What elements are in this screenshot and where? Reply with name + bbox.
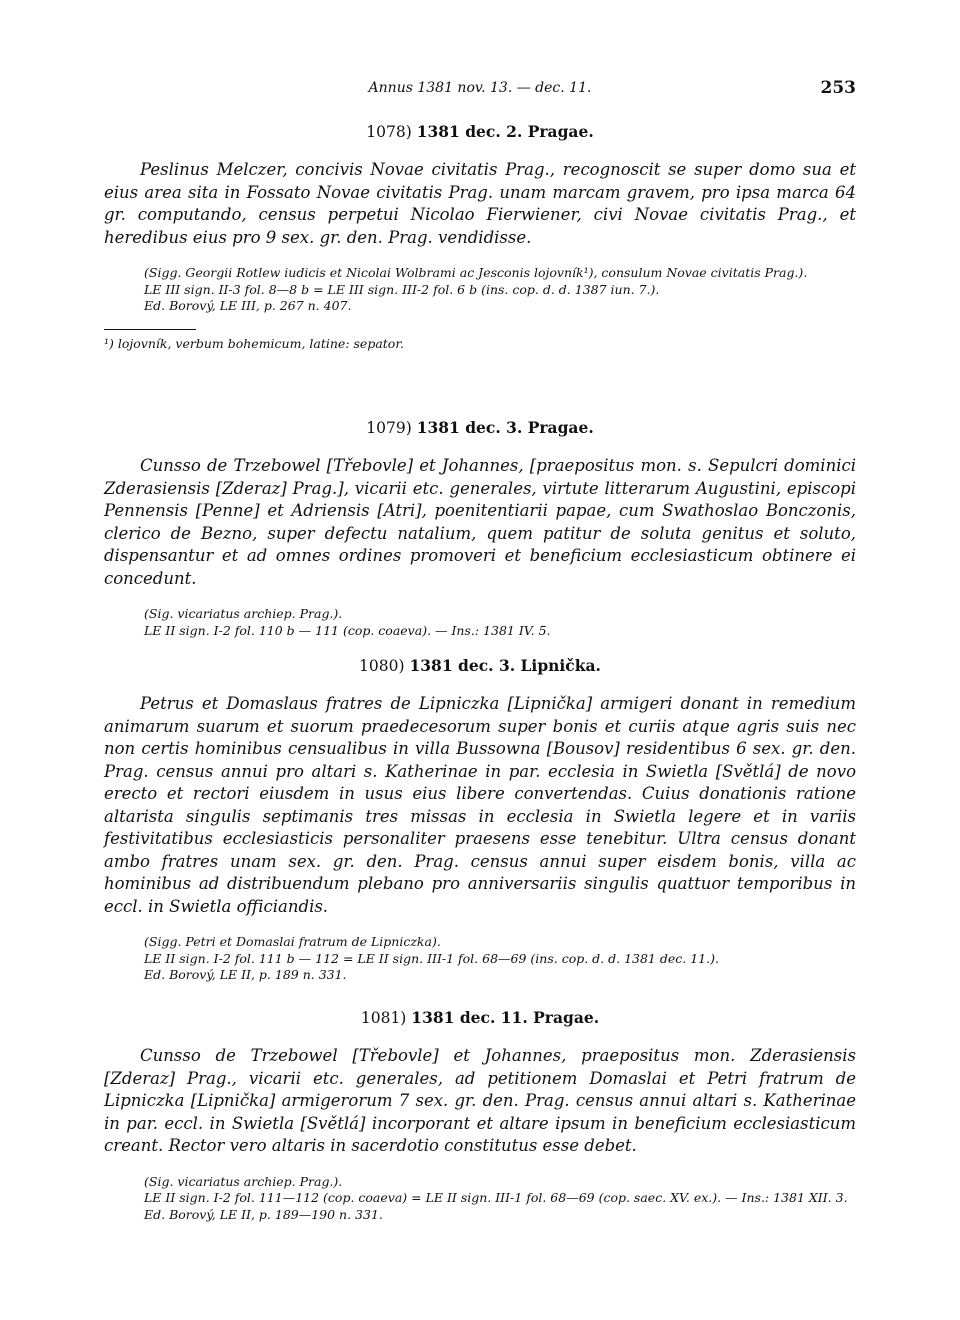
entry-heading [104,656,856,675]
source-note: LE II sign. I-2 fol. 111—112 (cop. coaeva) = LE II sign. III-1 fol. 68—69 (cop. saec. XV. ex.). — Ins.: 1381 XII. 3. [144,1190,848,1205]
running-title: Annus 1381 nov. 13. — dec. 11. [368,80,592,96]
entry-number: 1078) [366,123,412,141]
entry-number: 1080) [359,657,405,675]
entry-date-place: 1381 dec. 3. Lipnička. [409,656,601,675]
footnote-divider [104,329,196,330]
seal-note: (Sigg. Georgii Rotlew iudicis et Nicolai Wolbrami ac Jesconis lojovník¹), consulum Novae civitatis Prag.). [144,265,808,280]
entry-heading [104,122,856,141]
footnote: ¹) lojovník, verbum bohemicum, latine: sepator. [104,335,404,351]
entry-number: 1081) [360,1009,407,1027]
source-note: LE III sign. II-3 fol. 8—8 b = LE III sign. III-2 fol. 6 b (ins. cop. d. d. 1387 iun. 7.). [144,281,660,297]
seal-note: (Sigg. Petri et Domaslai fratrum de Lipniczka). [144,934,441,949]
entry-notes [104,1174,856,1224]
entry-1081 [104,1008,856,1223]
page-number: 253 [820,78,856,98]
entry-heading [104,1008,856,1027]
edition-note: Ed. Borový, LE III, p. 267 n. 407. [144,298,352,313]
edition-note: Ed. Borový, LE II, p. 189 n. 331. [144,967,347,982]
source-note: LE II sign. I-2 fol. 110 b — 111 (cop. coaeva). — Ins.: 1381 IV. 5. [144,622,551,638]
entry-1078 [104,122,856,352]
entry-notes [104,265,856,315]
seal-note: (Sig. vicariatus archiep. Prag.). [144,1173,343,1189]
entry-text: Peslinus Melczer, concivis Novae civitatis Prag., recognoscit se super domo sua et eius area sita in Fossato Novae civitatis Prag. unam marcam gravem, pro ipsa marca 64 gr. computando, census perpetui Nicolao Fierwiener, civi Novae civitatis Prag., et heredibus eius pro 9 sex. gr. den. Prag. vendidisse. [104,160,856,247]
entry-heading [104,418,856,437]
entry-date-place: 1381 dec. 3. Pragae. [416,418,594,437]
entry-text: Petrus et Domaslaus fratres de Lipniczka [Lipnička] armigeri donant in remedium animarum suarum et suorum praedecesorum super bonis et curiis atque agris suis nec non certis hominibus censualibus in villa Bussowna [Bousov] residentibus 6 sex. gr. den. Prag. census annui pro altari s. Katherinae in par. ecclesia in Swietla [Světlá] de novo erecto et rectori eiusdem in usus eius libere convertendas. Cuius donationis ratione altarista singulis septimanis tres missas in ecclesia in Swietla legere et in variis festivitatibus ecclesiasticis personaliter praesens esse tenebitur. Ultra census donant ambo fratres unam sex. gr. den. Prag. census annui super eisdem bonis, villa ac hominibus ad distribuendum plebano pro anniversariis singulis quattuor temporibus in eccl. in Swietla officiandis. [104,694,856,916]
seal-note: (Sig. vicariatus archiep. Prag.). [144,606,343,621]
edition-note: Ed. Borový, LE II, p. 189—190 n. 331. [144,1206,383,1222]
entry-1079 [104,418,856,639]
source-note: LE II sign. I-2 fol. 111 b — 112 = LE II sign. III-1 fol. 68—69 (ins. cop. d. d. 1381 dec. 11.). [144,950,719,966]
entry-text: Cunsso de Trzebowel [Třebovle] et Johannes, [praepositus mon. s. Sepulcri dominici Zderasiensis [Zderaz] Prag.], vicarii etc. generales, virtute litterarum Augustini, episcopi Pennensis [Penne] et Adriensis [Atri], poenitentiarii papae, cum Swathoslao Bonczonis, clerico de Bezno, super defectu natalium, quem patitur de soluta genitus et soluto, dispensantur et ad omnes ordines promoveri et beneficium ecclesiasticum obtinere ei concedunt. [104,456,856,588]
entry-notes [104,606,856,639]
entry-notes [104,934,856,984]
entry-date-place: 1381 dec. 2. Pragae. [416,122,594,141]
entry-date-place: 1381 dec. 11. Pragae. [411,1008,600,1027]
entry-1080 [104,656,856,984]
entry-text: Cunsso de Trzebowel [Třebovle] et Johannes, praepositus mon. Zderasiensis [Zderaz] Prag., vicarii etc. generales, ad petitionem Domaslai et Petri fratrum de Lipniczka [Lipnička] armigerorum 7 sex. gr. den. Prag. census annui altari s. Katherinae in par. eccl. in Swietla [Světlá] incorporant et altare ipsum in beneficium ecclesiasticum creant. Rector vero altaris in sacerdotio constitutus esse debet. [104,1046,856,1155]
entry-number: 1079) [366,419,412,437]
running-head [104,80,856,104]
